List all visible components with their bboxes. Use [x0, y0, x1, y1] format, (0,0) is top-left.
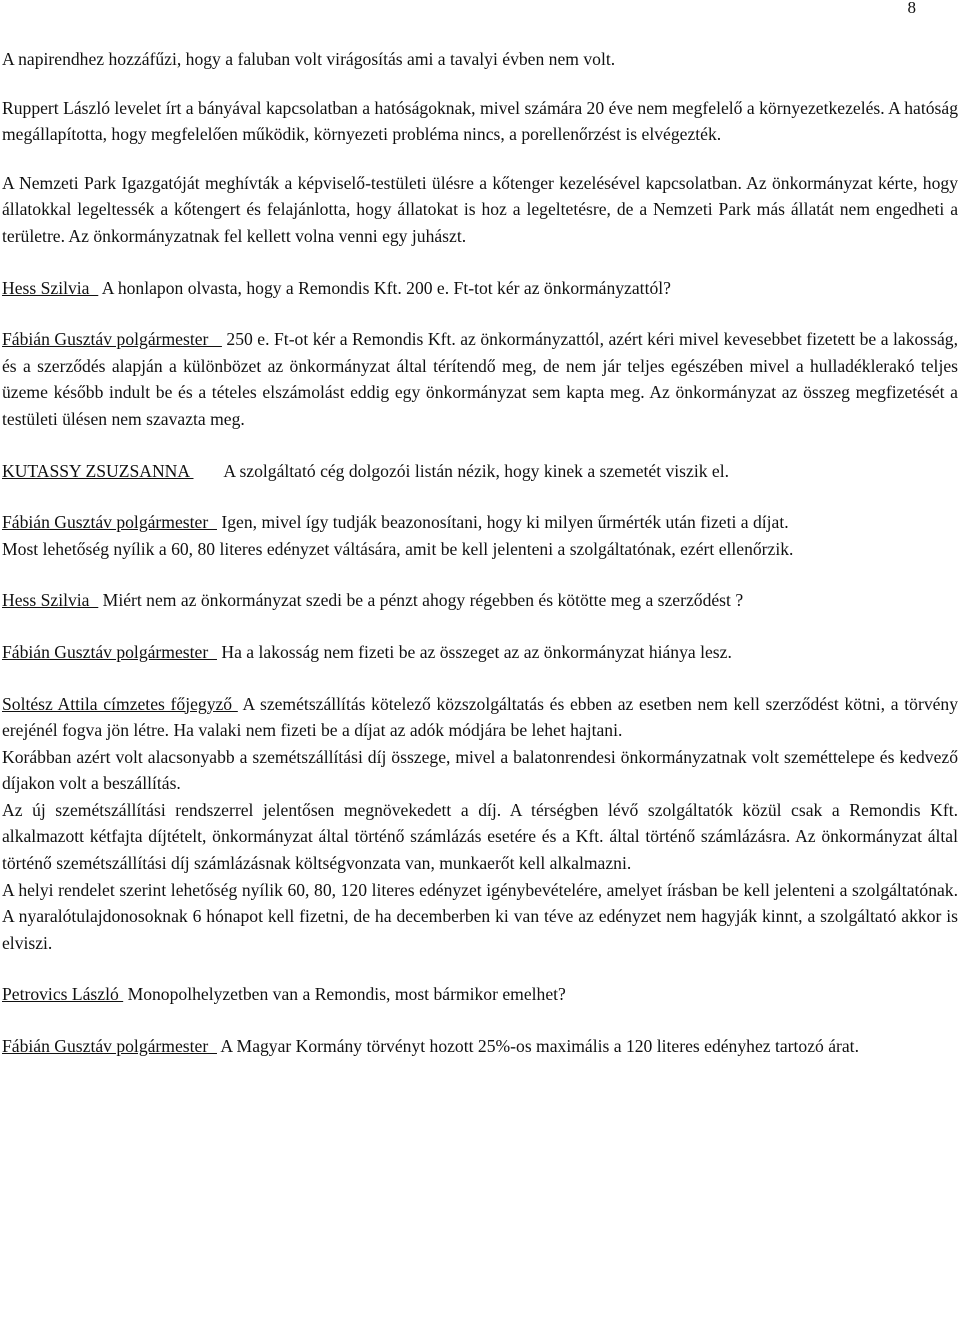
speaker-name: Fábián Gusztáv polgármester [2, 329, 222, 350]
speaker-text: A szemétszállítás kötelező közszolgáltatás és ebben az esetben nem kell szerződést kötni, a törvény erejénél fogva jön létre. Ha valaki nem fizeti be a díjat az adók módjára be lehet hajtani. [2, 693, 959, 741]
paragraph-speaker [2, 981, 958, 1008]
paragraph-ruppert: Ruppert László levelet írt a bányával kapcsolatban a hatóságoknak, mivel számára 20 éve nem megfelelő a környezetkezelés. A hatóság megállapította, hogy megfelelően működik, környezeti probléma nincs, a porellenőrzést is elvégezték. [2, 97, 958, 145]
speaker-text: Monopolhelyzetben van a Remondis, most bármikor emelhet? [123, 984, 566, 1005]
speaker-text: 250 e. Ft-ot kér a Remondis Kft. az önkormányzattól, azért kéri mivel kevesebbet fizetett be a lakosság, és a szerződés alapján a különbözet az önkormányzat által térítendő meg, de nem jár teljes egészében mivel a hulladéklerakó teljes üzeme később indult be és a tételes elszámolást eddig egy önkormányzat sem kapta meg. Az önkormányzat az összeg megfizetését a testületi ülésen nem szavazta meg. [2, 329, 958, 429]
paragraph-intro: A napirendhez hozzáfűzi, hogy a faluban volt virágosítás ami a tavalyi évben nem volt. [2, 49, 616, 69]
paragraph-speaker [2, 458, 958, 485]
paragraph-continuation: Az új szemétszállítási rendszerrel jelentősen megnövekedett a díj. A térségben lévő szolgáltatók közül csak a Remondis Kft. alkalmazott kétfajta díjtételt, önkormányzat által történő számlázás esetére és a Kft. által történő számlázásra. Az önkormányzat által történő szemétszállítási díj számlázásnak költségvonzata van, munkaerőt kell alkalmazni. [2, 799, 958, 874]
paragraph-speaker [2, 1033, 958, 1060]
paragraph-continuation: A helyi rendelet szerint lehetőség nyílik 60, 80, 120 literes edényzet igénybevételére, amelyet írásban be kell jelenteni a szolgáltatónak. A nyaralótulajdonosoknak 6 hónapot kell fizetni, de ha decemberben ki van téve az edényzet nem hagyják kinnt, a szolgáltató akkor is elviszi. [2, 879, 958, 953]
speaker-name: Fábián Gusztáv polgármester [2, 641, 217, 662]
paragraph-speaker [2, 509, 958, 536]
speaker-name: KUTASSY ZSUZSANNA [2, 460, 194, 481]
speaker-name: Fábián Gusztáv polgármester [2, 1036, 217, 1057]
paragraph-nemzeti-park: A Nemzeti Park Igazgatóját meghívták a képviselő-testületi ülésre a kőtenger kezelésével kapcsolatban. Az önkormányzat kérte, hogy állatokkal legeltessék a kőtengert és felajánlotta, hogy állatokat is hoz a legeltetésre, de a Nemzeti Park más állatát nem engedheti a területre. Az önkormányzatnak fel kellett volna venni egy juhászt. [2, 172, 958, 246]
speaker-name: Hess Szilvia [2, 277, 99, 298]
document-body [2, 46, 958, 1060]
speaker-name: Soltész Attila címzetes főjegyző [2, 693, 238, 714]
paragraph-speaker [2, 691, 958, 744]
speaker-name: Hess Szilvia [2, 590, 99, 611]
paragraph-speaker [2, 639, 958, 666]
paragraph-continuation: Most lehetőség nyílik a 60, 80 literes edényzet váltására, amit be kell jelenteni a szolgáltatónak, ezért ellenőrzik. [2, 538, 794, 559]
paragraph-speaker [2, 275, 958, 302]
paragraph-continuation: Korábban azért volt alacsonyabb a szemétszállítási díj összege, mivel a balatonrendesi önkormányzatnak volt szeméttelepe és kedvező díjakon volt a beszállítás. [2, 746, 958, 794]
speaker-name: Petrovics László [2, 984, 124, 1005]
speaker-text: Miért nem az önkormányzat szedi be a pénzt ahogy régebben és kötötte meg a szerződést ? [98, 590, 744, 611]
paragraph-speaker [2, 587, 958, 614]
speaker-text: A szolgáltató cég dolgozói listán nézik, hogy kinek a szemetét viszik el. [193, 460, 730, 481]
page-number: 8 [907, 0, 916, 17]
speaker-text: Ha a lakosság nem fizeti be az összeget az az önkormányzat hiánya lesz. [216, 641, 732, 662]
speaker-name: Fábián Gusztáv polgármester [2, 512, 217, 533]
speaker-text: A Magyar Kormány törvényt hozott 25%-os maximális a 120 literes edényhez tartozó árat. [216, 1036, 859, 1057]
paragraph-speaker [2, 326, 958, 432]
speaker-text: Igen, mivel így tudják beazonosítani, hogy ki milyen űrmérték után fizeti a díjat. [216, 512, 789, 533]
speaker-text: A honlapon olvasta, hogy a Remondis Kft. 200 e. Ft-tot kér az önkormányzattól? [98, 277, 671, 298]
